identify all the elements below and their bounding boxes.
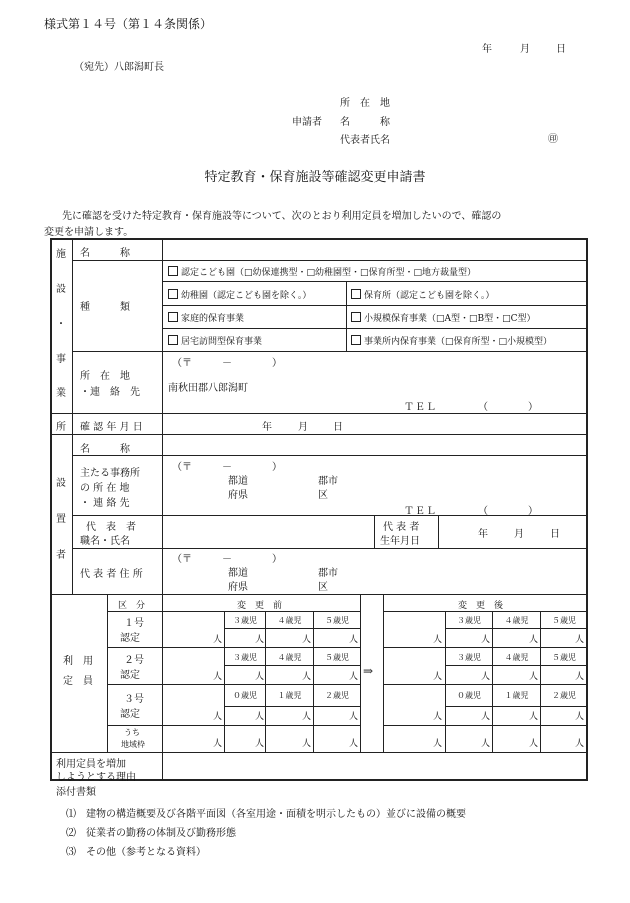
office-tel-value[interactable]: （ ） [478,506,538,517]
before-age-4b: ４歳児 [277,653,302,662]
unit-person-label: 人 [529,739,539,749]
establisher-name-field[interactable] [164,437,584,453]
nintei2-label-2: 認定 [120,670,140,681]
rep-name-field[interactable] [164,518,372,546]
establisher-section-char-3: 者 [56,550,66,561]
type-yochien[interactable]: 幼稚園（認定こども園を除く。） [168,288,311,301]
unit-person-label: 人 [575,635,585,645]
type-kyotaku[interactable]: 居宅訪問型保育事業 [168,334,262,347]
after-age-5: ５歳児 [552,616,576,625]
rep-ku: 区 [318,582,328,593]
office-gunshi: 郡市 [318,476,338,487]
after-age-4b: ４歳児 [504,653,529,662]
type-katei[interactable]: 家庭的保育事業 [168,311,244,324]
before-age-3b: ３歳児 [233,653,257,662]
seal-mark: ㊞ [548,134,558,145]
after-age-5b: ５歳児 [552,653,576,662]
unit-person-label: 人 [481,635,491,645]
confirm-year: 年 [262,422,272,433]
checkbox-icon[interactable] [168,335,178,345]
facility-section-char-3: ・ [56,319,66,330]
unit-person-label: 人 [575,712,585,722]
checkbox-icon[interactable] [168,289,178,299]
unit-person-label: 人 [213,672,223,682]
date-day-label: 日 [556,44,566,55]
unit-person-label: 人 [433,739,443,749]
unit-person-label: 人 [433,635,443,645]
date-month-label: 月 [520,44,530,55]
office-label-1: 主たる事務所 [80,468,140,479]
unit-person-label: 人 [255,672,265,682]
after-age-3b: ３歳児 [457,653,481,662]
before-age-1: １歳児 [277,691,302,700]
capacity-label-1: 利 用 [63,656,93,667]
nintei3-label-2: 認定 [120,709,140,720]
unit-person-label: 人 [575,672,585,682]
rep-todo: 都道 [228,568,248,579]
before-header: 変 更 前 [237,601,283,611]
nintei2-label-1: ２号 [124,655,144,666]
after-age-2: ２歳児 [552,691,576,700]
facility-section-char-1: 施 [56,249,66,260]
checkbox-icon[interactable] [168,312,178,322]
unit-person-label: 人 [213,635,223,645]
office-postal[interactable]: （〒 － ） [172,462,282,473]
applicant-address-label: 所 在 地 [340,98,390,109]
unit-person-label: 人 [433,712,443,722]
chiiki-label-1: うち [124,728,140,737]
checkbox-icon[interactable] [351,335,361,345]
facility-address-value[interactable]: 南秋田郡八郎潟町 [168,383,248,394]
unit-person-label: 人 [302,672,312,682]
establisher-section-char-2: 置 [56,514,66,525]
unit-person-label: 人 [481,712,491,722]
date-year-label: 年 [482,44,492,55]
applicant-label: 申請者 [292,117,322,128]
unit-person-label: 人 [529,672,539,682]
rep-birth-label-2: 生年月日 [380,536,420,547]
type-hoikusho[interactable]: 保育所（認定こども園を除く。） [351,288,494,301]
unit-person-label: 人 [302,635,312,645]
rep-fuken: 府県 [228,582,248,593]
rep-address-label: 代 表 者 住 所 [80,569,143,580]
rep-birth-label-1: 代 表 者 [383,522,420,533]
facility-section-char-5: 業 [56,388,66,399]
office-label-2: の 所 在 地 [80,483,130,494]
birth-year: 年 [478,529,488,540]
unit-person-label: 人 [481,672,491,682]
checkbox-icon[interactable] [351,312,361,322]
confirm-month: 月 [298,422,308,433]
attachment-item-3: ⑶ その他（参考となる資料） [66,847,206,858]
rep-gunshi: 郡市 [318,568,338,579]
after-age-3: ３歳児 [457,616,481,625]
addressee: （宛先）八郎潟町長 [74,62,164,73]
unit-person-label: 人 [255,712,265,722]
applicant-name-label: 名 称 [340,117,390,128]
rep-label-2: 職名・氏名 [80,536,130,547]
before-age-5b: ５歳児 [325,653,349,662]
office-ku: 区 [318,490,328,501]
attachment-item-1: ⑴ 建物の構造概要及び各階平面図（各室用途・面積を明示したもの）並びに設備の概要 [66,809,466,820]
establisher-name-label: 名 称 [80,444,130,455]
nintei3-label-1: ３号 [124,694,144,705]
type-jigyosho[interactable]: 事業所内保育事業（□保育所型・□小規模型） [351,334,552,347]
facility-type-label: 種 類 [80,302,130,313]
unit-person-label: 人 [302,739,312,749]
birth-day: 日 [550,529,560,540]
before-age-0: ０歳児 [233,691,257,700]
form-number: 様式第１４号（第１４条関係） [44,17,213,31]
unit-person-label: 人 [213,739,223,749]
intro-line-2: 変更を申請します。 [44,227,134,238]
applicant-rep-label: 代表者氏名 [340,135,390,146]
birth-month: 月 [514,529,524,540]
before-age-5: ５歳児 [325,616,349,625]
unit-person-label: 人 [529,635,539,645]
kubun-header: 区 分 [118,601,146,611]
unit-person-label: 人 [349,672,359,682]
capacity-label-2: 定 員 [63,676,93,687]
type-shokibo[interactable]: 小規模保育事業（□A型・□B型・□C型） [351,311,536,324]
unit-person-label: 人 [529,712,539,722]
unit-person-label: 人 [349,712,359,722]
unit-person-label: 人 [213,712,223,722]
office-todo: 都道 [228,476,248,487]
checkbox-icon[interactable] [351,289,361,299]
office-fuken: 府県 [228,490,248,501]
unit-person-label: 人 [433,672,443,682]
facility-section-char-2: 設 [56,284,66,295]
establisher-section-char-1: 設 [56,478,66,489]
facility-postal[interactable]: （〒 － ） [172,358,282,369]
office-tel-label: ＴＥＬ [404,506,437,517]
unit-person-label: 人 [349,739,359,749]
after-header: 変 更 後 [458,601,504,611]
chiiki-label-2: 地域枠 [121,740,145,749]
reason-label-2: しようとする理由 [56,772,136,783]
facility-tel-label: ＴＥＬ [404,402,437,413]
nintei1-label-2: 認定 [120,633,140,644]
rep-label-1: 代 表 者 [86,522,136,533]
confirm-date-label: 確 認 年 月 日 [80,422,143,433]
nintei1-label-1: １号 [124,618,144,629]
arrow-icon: ⇒ [363,664,374,678]
reason-field[interactable] [164,754,584,778]
unit-person-label: 人 [255,635,265,645]
attachments-heading: 添付書類 [56,787,96,798]
facility-address-label-2: ・連 絡 先 [80,387,140,398]
document-title: 特定教育・保育施設等確認変更申請書 [204,170,426,185]
before-age-4: ４歳児 [277,616,302,625]
facility-section-char-4: 事 [56,354,66,365]
unit-person-label: 人 [481,739,491,749]
after-age-0: ０歳児 [457,691,481,700]
unit-person-label: 人 [255,739,265,749]
before-age-2: ２歳児 [325,691,349,700]
confirm-day: 日 [333,422,343,433]
intro-line-1: 先に確認を受けた特定教育・保育施設等について、次のとおり利用定員を増加したいので、確認の [62,211,502,222]
office-label-3: ・ 連 絡 先 [80,498,130,509]
reason-label-1: 利用定員を増加 [56,759,126,770]
after-age-4: ４歳児 [504,616,529,625]
before-age-3: ３歳児 [233,616,257,625]
rep-postal[interactable]: （〒 － ） [172,554,282,565]
facility-name-label: 名 称 [80,248,130,259]
facility-name-field[interactable] [164,242,584,258]
facility-address-label-1: 所 在 地 [80,371,130,382]
facility-section-char-6: 所 [56,422,66,433]
attachment-item-2: ⑵ 従業者の勤務の体制及び勤務形態 [66,828,236,839]
unit-person-label: 人 [302,712,312,722]
unit-person-label: 人 [349,635,359,645]
checkbox-icon[interactable] [168,266,178,276]
unit-person-label: 人 [575,739,585,749]
after-age-1: １歳児 [504,691,529,700]
facility-tel-value[interactable]: （ ） [478,402,538,413]
type-kodomoen[interactable]: 認定こども園（□幼保連携型・□幼稚園型・□保育所型・□地方裁量型） [168,265,476,278]
